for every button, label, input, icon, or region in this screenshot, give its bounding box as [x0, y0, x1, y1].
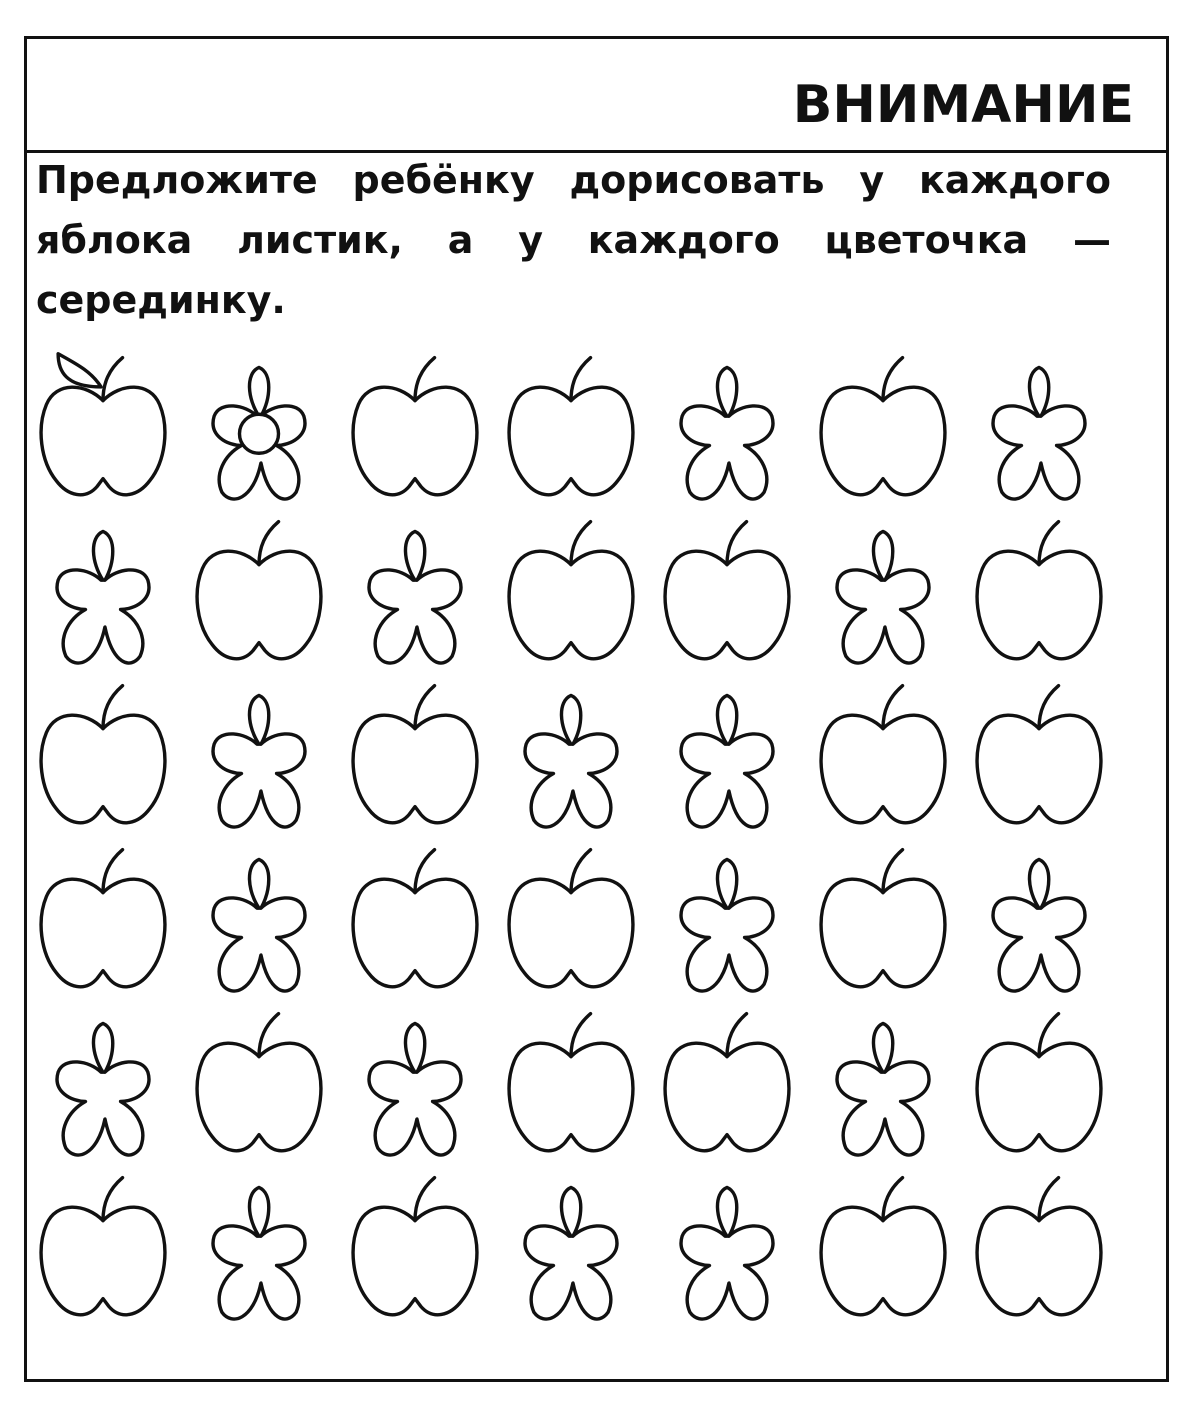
apple-icon: [33, 344, 173, 504]
flower-icon: [969, 836, 1109, 996]
flower-icon: [813, 508, 953, 668]
flower-icon: [813, 1000, 953, 1160]
apple-icon: [189, 508, 329, 668]
grid-cell: [340, 340, 490, 504]
grid-cell: [652, 504, 802, 668]
flower-icon: [189, 672, 329, 832]
grid-cell: [964, 340, 1114, 504]
apple-icon: [657, 508, 797, 668]
grid-cell: [808, 340, 958, 504]
grid-cell: [184, 1160, 334, 1324]
grid-cell: [28, 832, 178, 996]
grid-cell: [496, 832, 646, 996]
grid-cell: [808, 1160, 958, 1324]
grid-cell: [28, 504, 178, 668]
flower-icon: [345, 508, 485, 668]
grid-cell: [964, 832, 1114, 996]
grid-cell: [808, 996, 958, 1160]
apple-icon: [969, 1000, 1109, 1160]
grid-cell: [496, 504, 646, 668]
grid-cell: [652, 832, 802, 996]
apple-icon: [33, 836, 173, 996]
grid-cell: [964, 996, 1114, 1160]
apple-icon: [501, 836, 641, 996]
grid-cell: [184, 996, 334, 1160]
flower-icon: [33, 1000, 173, 1160]
flower-icon: [501, 672, 641, 832]
apple-icon: [813, 344, 953, 504]
flower-icon: [657, 344, 797, 504]
apple-icon: [813, 836, 953, 996]
apple-icon: [345, 672, 485, 832]
apple-icon: [813, 1164, 953, 1324]
flower-icon: [189, 836, 329, 996]
apple-icon: [189, 1000, 329, 1160]
grid-cell: [808, 668, 958, 832]
apple-icon: [969, 672, 1109, 832]
grid-cell: [496, 1160, 646, 1324]
grid-cell: [964, 668, 1114, 832]
grid-cell: [340, 504, 490, 668]
worksheet-title: ВНИМАНИЕ: [792, 75, 1134, 135]
grid-cell: [28, 340, 178, 504]
flower-icon: [969, 344, 1109, 504]
grid-cell: [184, 832, 334, 996]
apple-icon: [33, 672, 173, 832]
grid-cell: [340, 832, 490, 996]
apple-icon: [501, 508, 641, 668]
apple-icon: [345, 836, 485, 996]
grid-cell: [184, 340, 334, 504]
flower-icon: [501, 1164, 641, 1324]
grid-cell: [652, 996, 802, 1160]
grid-cell: [496, 340, 646, 504]
instructions-text: Предложите ребёнку дорисовать у каждого яблока листик, а у каждого цветочка — серединку.: [36, 158, 1111, 322]
apple-icon: [969, 1164, 1109, 1324]
flower-icon: [657, 836, 797, 996]
grid-cell: [808, 504, 958, 668]
shape-grid: [28, 340, 1118, 1324]
grid-cell: [184, 668, 334, 832]
apple-icon: [969, 508, 1109, 668]
flower-icon: [33, 508, 173, 668]
apple-icon: [33, 1164, 173, 1324]
grid-cell: [28, 668, 178, 832]
grid-cell: [496, 668, 646, 832]
grid-cell: [28, 996, 178, 1160]
grid-cell: [340, 668, 490, 832]
grid-cell: [28, 1160, 178, 1324]
flower-icon: [189, 344, 329, 504]
grid-cell: [652, 340, 802, 504]
grid-cell: [964, 504, 1114, 668]
apple-icon: [657, 1000, 797, 1160]
flower-icon: [345, 1000, 485, 1160]
header-bar: [27, 39, 1166, 153]
grid-cell: [964, 1160, 1114, 1324]
apple-icon: [501, 344, 641, 504]
grid-cell: [808, 832, 958, 996]
grid-cell: [184, 504, 334, 668]
grid-cell: [496, 996, 646, 1160]
apple-icon: [813, 672, 953, 832]
flower-icon: [189, 1164, 329, 1324]
apple-icon: [501, 1000, 641, 1160]
grid-cell: [340, 1160, 490, 1324]
grid-cell: [652, 668, 802, 832]
apple-icon: [345, 1164, 485, 1324]
grid-cell: [340, 996, 490, 1160]
apple-icon: [345, 344, 485, 504]
flower-icon: [657, 1164, 797, 1324]
flower-icon: [657, 672, 797, 832]
grid-cell: [652, 1160, 802, 1324]
